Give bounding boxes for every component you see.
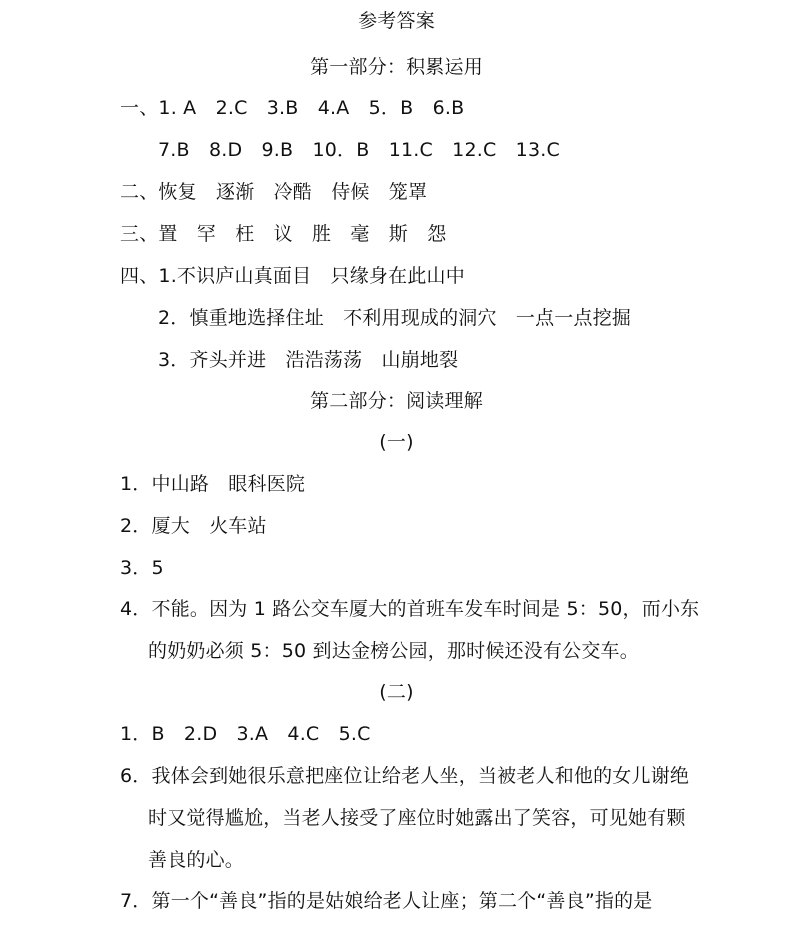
reading-1-answer-1: 1．中山路 眼科医院 [120,473,306,495]
reading-1-answer-2: 2．厦大 火车站 [120,515,267,537]
q2-answers: 二、恢复 逐渐 冷酷 侍候 笼罩 [120,181,428,203]
q4-answers-line-1: 四、1.不识庐山真面目 只缘身在此山中 [120,265,465,287]
q4-answers-line-2: 2．慎重地选择住址 不利用现成的洞穴 一点一点挖掘 [158,307,632,329]
q1-answers-line-1: 一、1. A 2.C 3.B 4.A 5．B 6.B [120,97,465,119]
section-1-heading: 第一部分：积累运用 [310,56,483,78]
q4-answers-line-3: 3．齐头并进 浩浩荡荡 山崩地裂 [158,349,459,371]
reading-2-answers-1-5: 1．B 2.D 3.A 4.C 5.C [120,723,371,745]
reading-2-answer-6-line-2: 时又觉得尴尬，当老人接受了座位时她露出了笑容，可见她有颗 [148,807,686,829]
reading-1-answer-4-line-2: 的奶奶必须 5：50 到达金榜公园，那时候还没有公交车。 [148,640,639,662]
reading-2-answer-7-line-1: 7．第一个“善良”指的是姑娘给老人让座；第二个“善良”指的是 [120,890,653,912]
reading-2-answer-6-line-1: 6．我体会到她很乐意把座位让给老人坐，当被老人和他的女儿谢绝 [120,765,690,787]
reading-1-answer-3: 3．5 [120,557,164,579]
q1-answers-line-2: 7.B 8.D 9.B 10．B 11.C 12.C 13.C [158,139,560,161]
section-2-heading: 第二部分：阅读理解 [310,390,483,412]
part-1-label: (一) [379,431,414,453]
page-title: 参考答案 [358,10,435,32]
part-2-label: (二) [379,681,414,703]
reading-2-answer-6-line-3: 善良的心。 [148,849,245,871]
q3-answers: 三、置 罕 枉 议 胜 毫 斯 怨 [120,223,447,245]
reading-1-answer-4-line-1: 4．不能。因为 1 路公交车厦大的首班车发车时间是 5：50，而小东 [120,598,700,620]
